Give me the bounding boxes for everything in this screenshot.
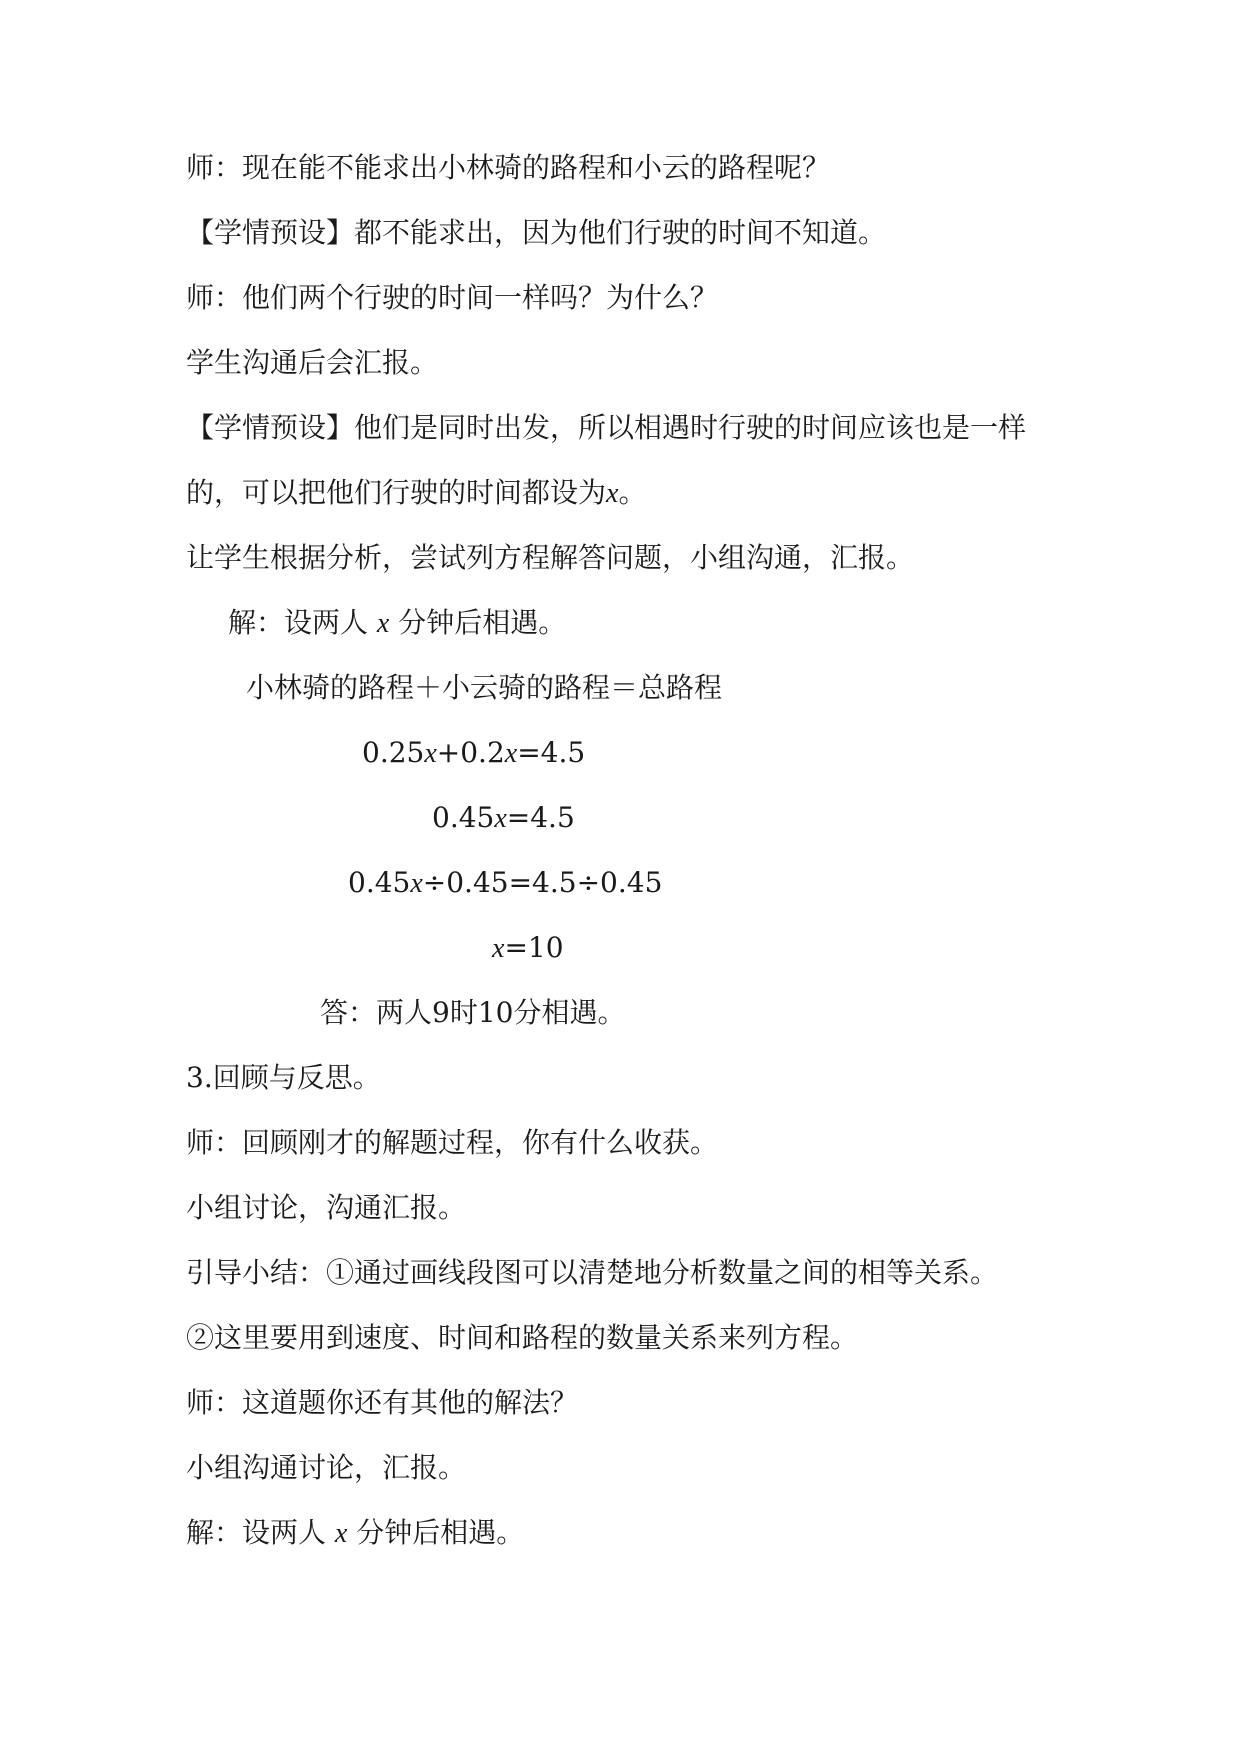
preset-2-continued: 的，可以把他们行驶的时间都设为x。: [186, 476, 647, 509]
section-heading-review: 3.回顾与反思。: [186, 1061, 381, 1094]
summary-2: ②这里要用到速度、时间和路程的数量关系来列方程。: [186, 1321, 859, 1354]
preset-1: 【学情预设】都不能求出，因为他们行驶的时间不知道。: [186, 216, 887, 249]
answer: 答：两人9时10分相遇。: [320, 996, 626, 1029]
equation-step-1: 0.25x+0.2x=4.5: [362, 736, 586, 769]
equation-solution: x=10: [492, 931, 564, 964]
instruction-1: 让学生根据分析，尝试列方程解答问题，小组沟通，汇报。: [186, 541, 915, 574]
equation-step-2: 0.45x=4.5: [432, 801, 575, 834]
group-discussion-2: 小组沟通讨论，汇报。: [186, 1451, 467, 1484]
teacher-question-1: 师：现在能不能求出小林骑的路程和小云的路程呢？: [186, 151, 831, 184]
group-discussion-1: 小组讨论，沟通汇报。: [186, 1191, 467, 1224]
teacher-question-2: 师：他们两个行驶的时间一样吗？为什么？: [186, 281, 719, 314]
word-equation: 小林骑的路程＋小云骑的路程＝总路程: [246, 671, 723, 704]
summary-1: 引导小结：①通过画线段图可以清楚地分析数量之间的相等关系。: [186, 1256, 999, 1289]
equation-step-3: 0.45x÷0.45=4.5÷0.45: [348, 866, 663, 899]
teacher-question-4: 师：这道题你还有其他的解法？: [186, 1386, 579, 1419]
teacher-question-3: 师：回顾刚才的解题过程，你有什么收获。: [186, 1126, 719, 1159]
preset-2: 【学情预设】他们是同时出发，所以相遇时行驶的时间应该也是一样: [186, 411, 1027, 444]
solution-intro-2: 解：设两人 x 分钟后相遇。: [186, 1516, 525, 1549]
student-report-1: 学生沟通后会汇报。: [186, 346, 439, 379]
solution-intro-1: 解：设两人 x 分钟后相遇。: [228, 606, 567, 639]
